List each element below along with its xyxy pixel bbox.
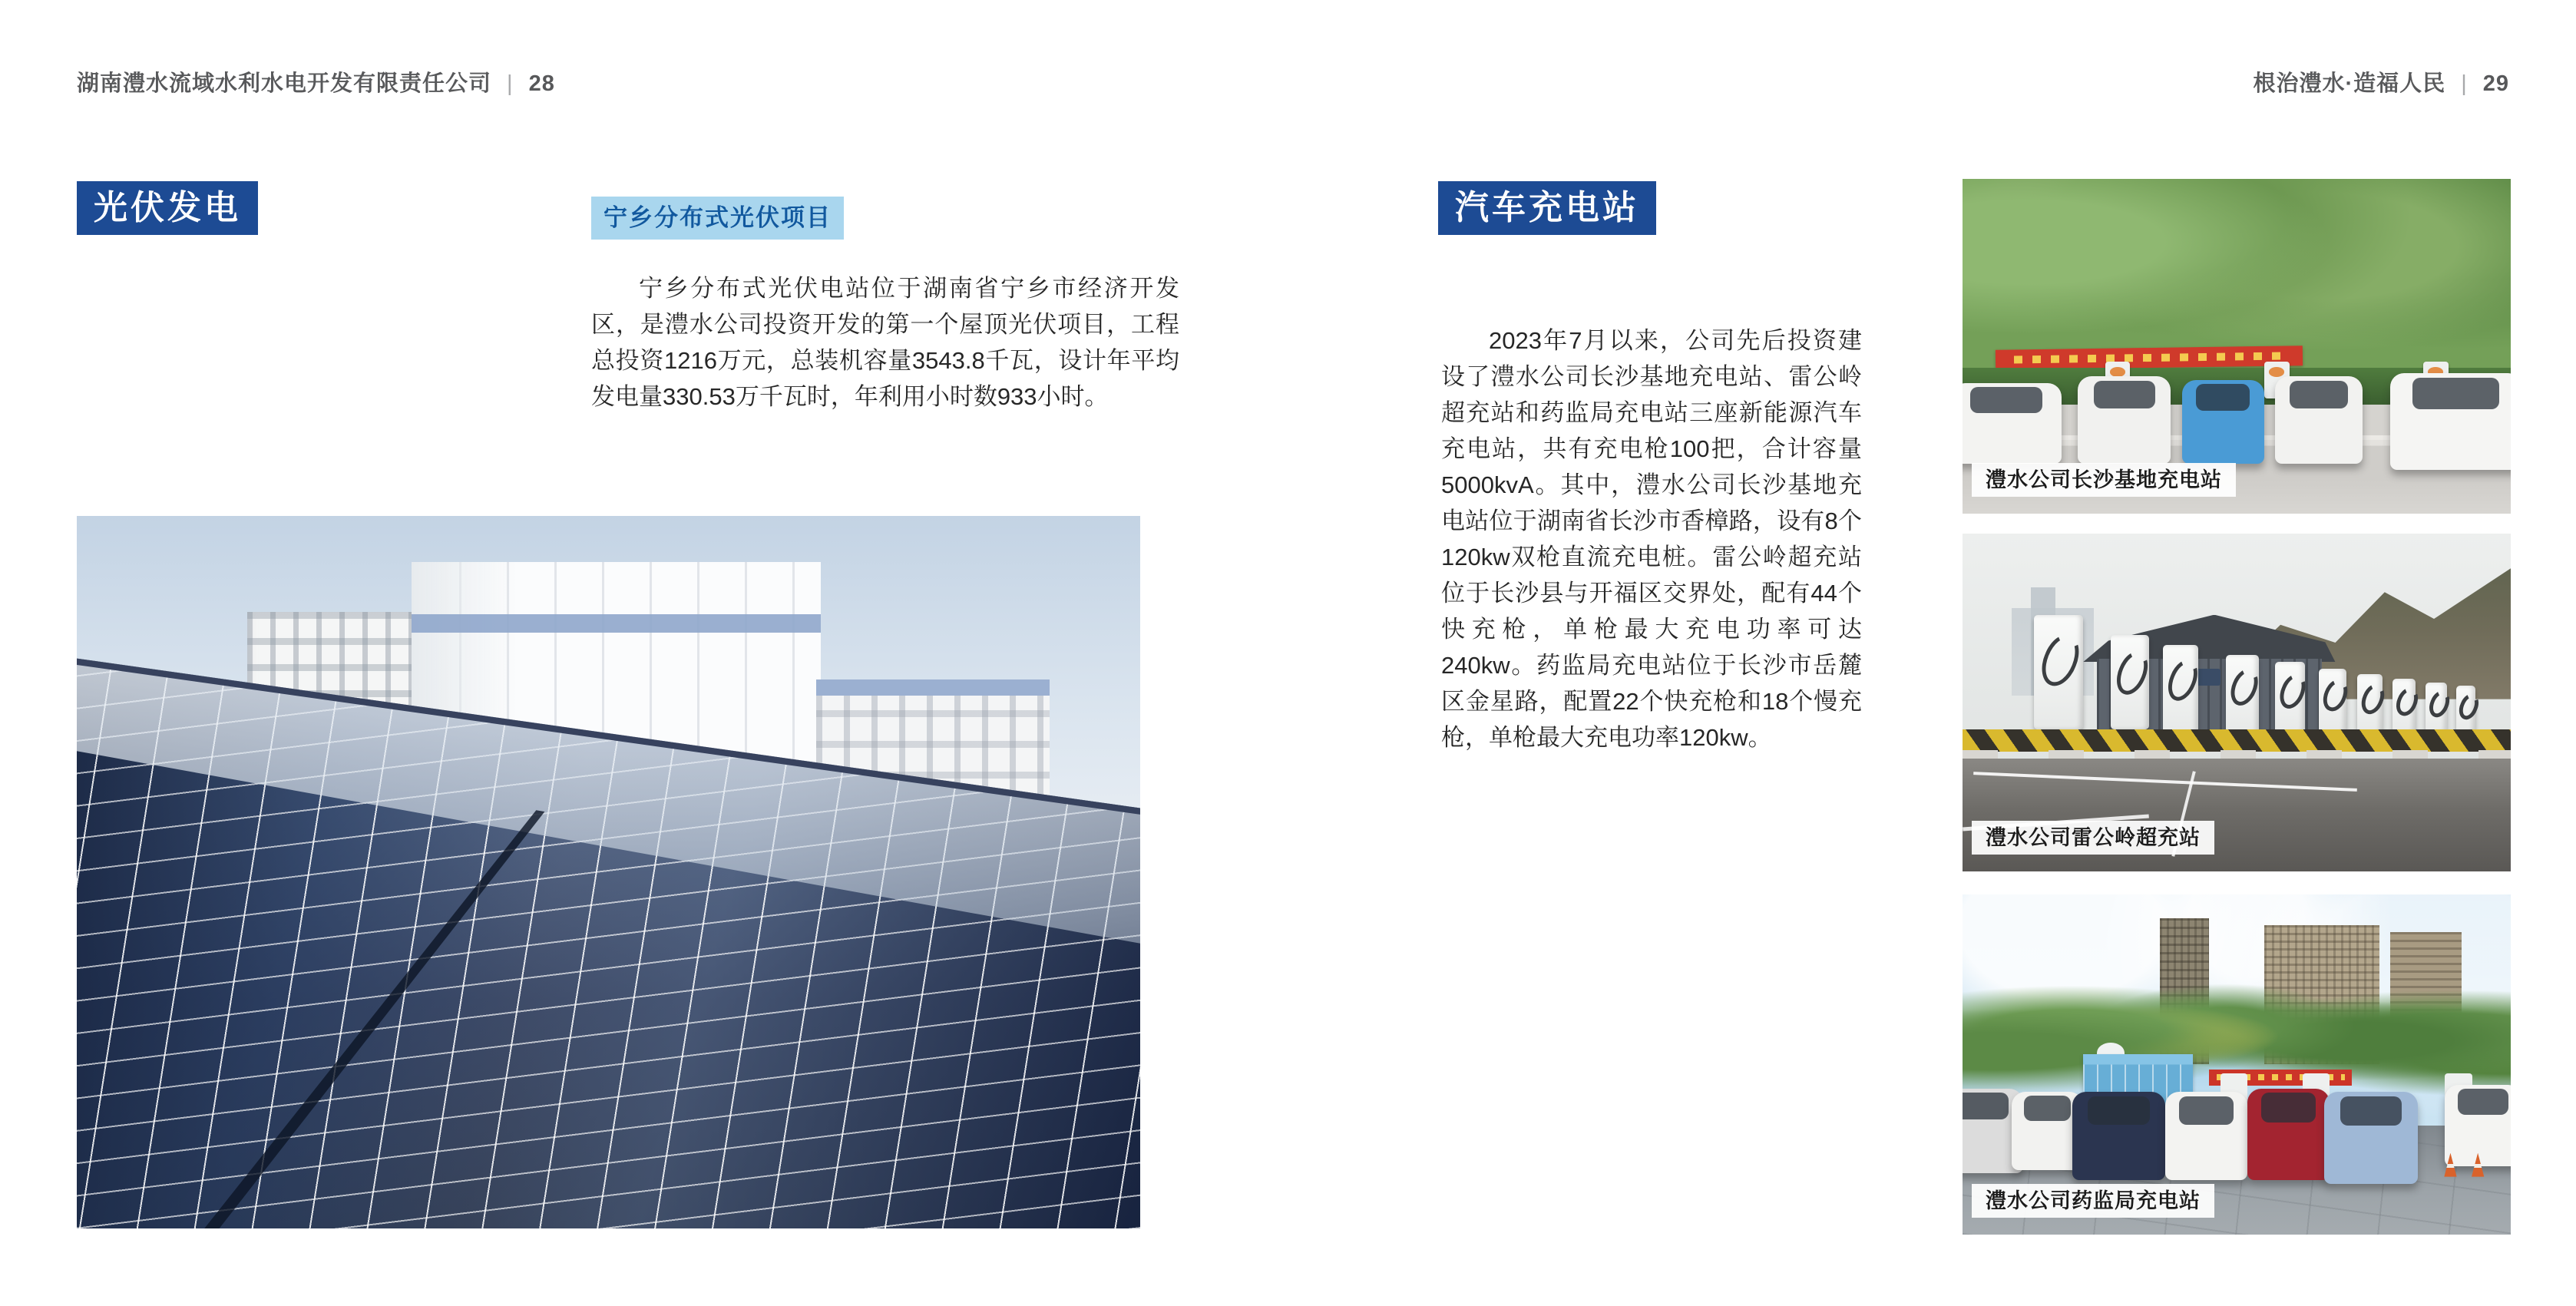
white-suv — [2078, 376, 2171, 463]
charging-pile — [2034, 615, 2083, 730]
charging-pile — [2392, 679, 2416, 732]
dark-blue-sedan — [2072, 1092, 2165, 1180]
building-blue-stripe — [412, 614, 821, 633]
yaojianju-station-photo — [1963, 894, 2511, 1235]
project-subtitle: 宁乡分布式光伏项目 — [591, 197, 844, 240]
light-blue-sedan — [2324, 1092, 2417, 1184]
header-separator: | — [2461, 71, 2468, 96]
charging-pile — [2319, 669, 2346, 733]
header-separator: | — [507, 71, 514, 96]
photovoltaic-paragraph: 宁乡分布式光伏电站位于湖南省宁乡市经济开发区，是澧水公司投资开发的第一个屋顶光伏项目，工程总投资1216万元，总装机容量3543.8千瓦，设计年平均发电量330.53万千瓦时，年利用小时数933小时。 — [591, 275, 1179, 410]
charging-pile — [2357, 674, 2383, 733]
charging-pile — [2456, 686, 2476, 733]
charging-pile — [2163, 645, 2198, 732]
company-name: 湖南澧水流域水利水电开发有限责任公司 — [77, 71, 492, 96]
leigongling-station-photo — [1963, 534, 2511, 871]
white-car — [1963, 383, 2062, 464]
white-sedan — [2165, 1092, 2247, 1180]
page-number-left: 28 — [528, 71, 555, 96]
page-number-right: 29 — [2482, 71, 2509, 96]
red-suv — [2247, 1089, 2330, 1181]
section-title-charging: 汽车充电站 — [1438, 181, 1656, 235]
photo-caption: 澧水公司雷公岭超充站 — [1972, 821, 2214, 855]
solar-panels-photo — [77, 516, 1140, 1228]
photo-caption: 澧水公司药监局充电站 — [1972, 1184, 2214, 1218]
blue-taxi — [2182, 380, 2264, 464]
photo-caption: 澧水公司长沙基地充电站 — [1972, 463, 2236, 497]
charging-paragraph: 2023年7月以来，公司先后投资建设了澧水公司长沙基地充电站、雷公岭超充站和药监局充电站三座新能源汽车充电站，共有充电枪100把，合计容量5000kvA。其中，澧水公司长沙基地充电站位于湖南省长沙市香樟路，设有8个120kw双枪直流充电桩。雷公岭超充站位于长沙县与开福区交界处，配有44个快充枪，单枪最大充电功率可达240kw。药监局充电站位于长沙市岳麓区金星路，配置22个快充枪和18个慢充枪，单枪最大充电功率120kw。 — [1441, 327, 1862, 751]
charging-pile — [2426, 683, 2447, 733]
charging-pile — [2275, 662, 2305, 732]
section-title-photovoltaic: 光伏发电 — [77, 181, 258, 235]
yellow-black-barrier — [1963, 729, 2511, 752]
slogan: 根治澧水·造福人民 — [2253, 71, 2446, 96]
changsha-base-station-photo — [1963, 179, 2511, 514]
charging-pile — [2111, 635, 2149, 729]
white-car-right — [2390, 373, 2511, 470]
header-left — [77, 66, 555, 98]
header-right — [2254, 66, 2509, 98]
building-blue-stripe — [816, 679, 1050, 695]
charging-pile — [2226, 655, 2259, 732]
white-sedan — [2275, 376, 2363, 463]
